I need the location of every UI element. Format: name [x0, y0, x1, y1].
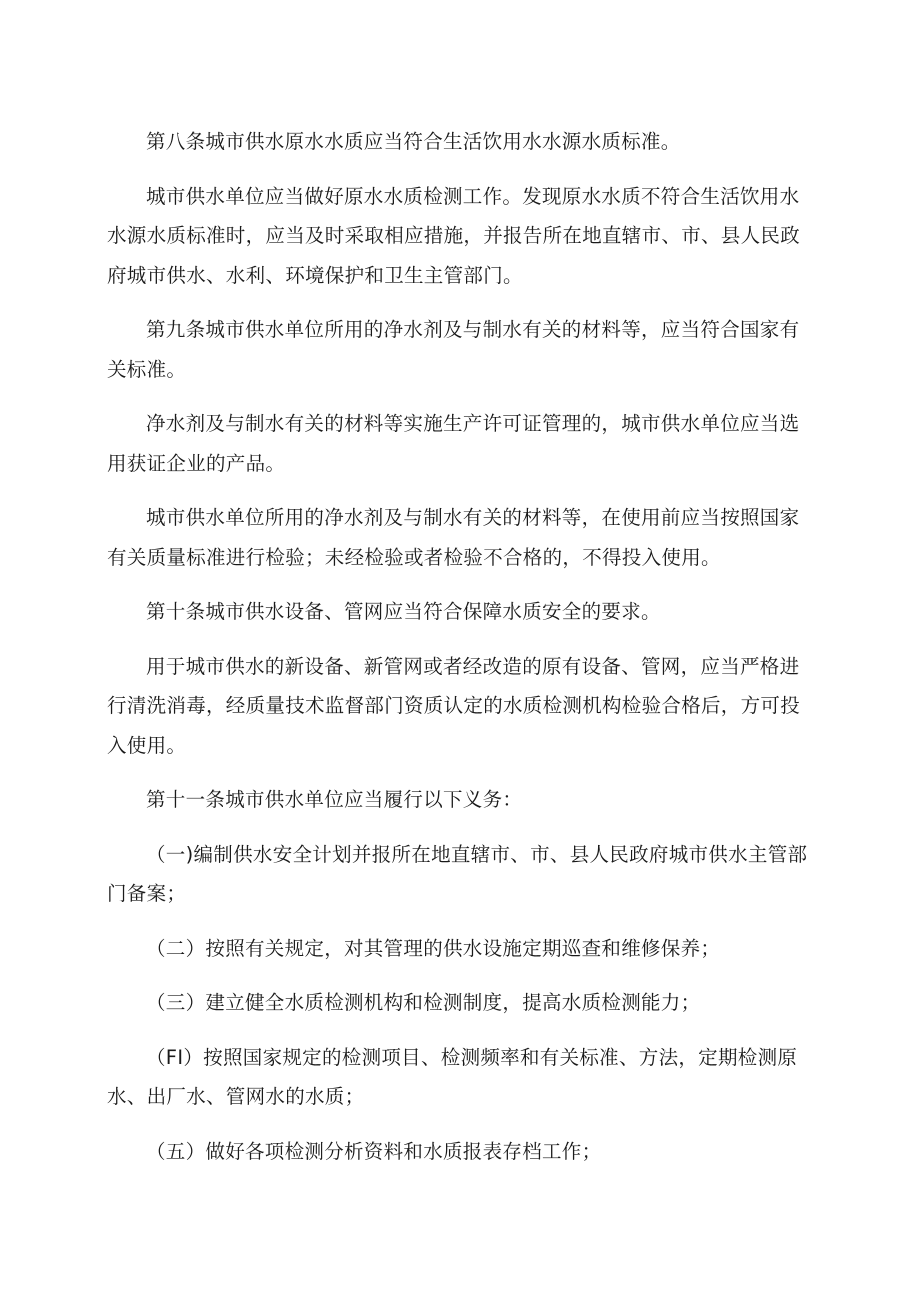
paragraph-article-10: 第十条城市供水设备、管网应当符合保障水质安全的要求。	[146, 600, 661, 623]
paragraph-article-8: 第八条城市供水原水水质应当符合生活饮用水水源水质标准。	[146, 130, 681, 153]
paragraph-new-equipment: 用于城市供水的新设备、新管网或者经改造的原有设备、管网，应当严格进行清洗消毒，经质量技术监督部门资质认定的水质检测机构检验合格后，方可投入使用。	[107, 654, 801, 757]
paragraph-raw-water-testing: 城市供水单位应当做好原水水质检测工作。发现原水水质不符合生活饮用水水源水质标准时，应当及时采取相应措施，并报告所在地直辖市、市、县人民政府城市供水、水利、环境保护和卫生主管部门。	[107, 184, 801, 287]
paragraph-inspection-before-use: 城市供水单位所用的净水剂及与制水有关的材料等，在使用前应当按照国家有关质量标准进行检验；未经检验或者检验不合格的，不得投入使用。	[107, 506, 800, 569]
list-item-3: （三）建立健全水质检测机构和检测制度，提高水质检测能力；	[146, 991, 701, 1014]
list-item-4: （FI）按照国家规定的检测项目、检测频率和有关标准、方法，定期检测原水、出厂水、管网水的水质；	[107, 1045, 798, 1108]
paragraph-article-9: 第九条城市供水单位所用的净水剂及与制水有关的材料等，应当符合国家有关标准。	[107, 318, 800, 381]
paragraph-production-license: 净水剂及与制水有关的材料等实施生产许可证管理的，城市供水单位应当选用获证企业的产品。	[107, 412, 800, 475]
document-body	[107, 122, 819, 1186]
list-item-5: （五）做好各项检测分析资料和水质报表存档工作；	[146, 1139, 602, 1163]
list-item-2: （二）按照有关规定，对其管理的供水设施定期巡查和维修保养；	[146, 936, 721, 960]
paragraph-article-11: 第十一条城市供水单位应当履行以下义务：	[146, 788, 523, 811]
list-item-1: （一)编制供水安全计划并报所在地直辖市、市、县人民政府城市供水主管部门备案；	[107, 842, 808, 905]
